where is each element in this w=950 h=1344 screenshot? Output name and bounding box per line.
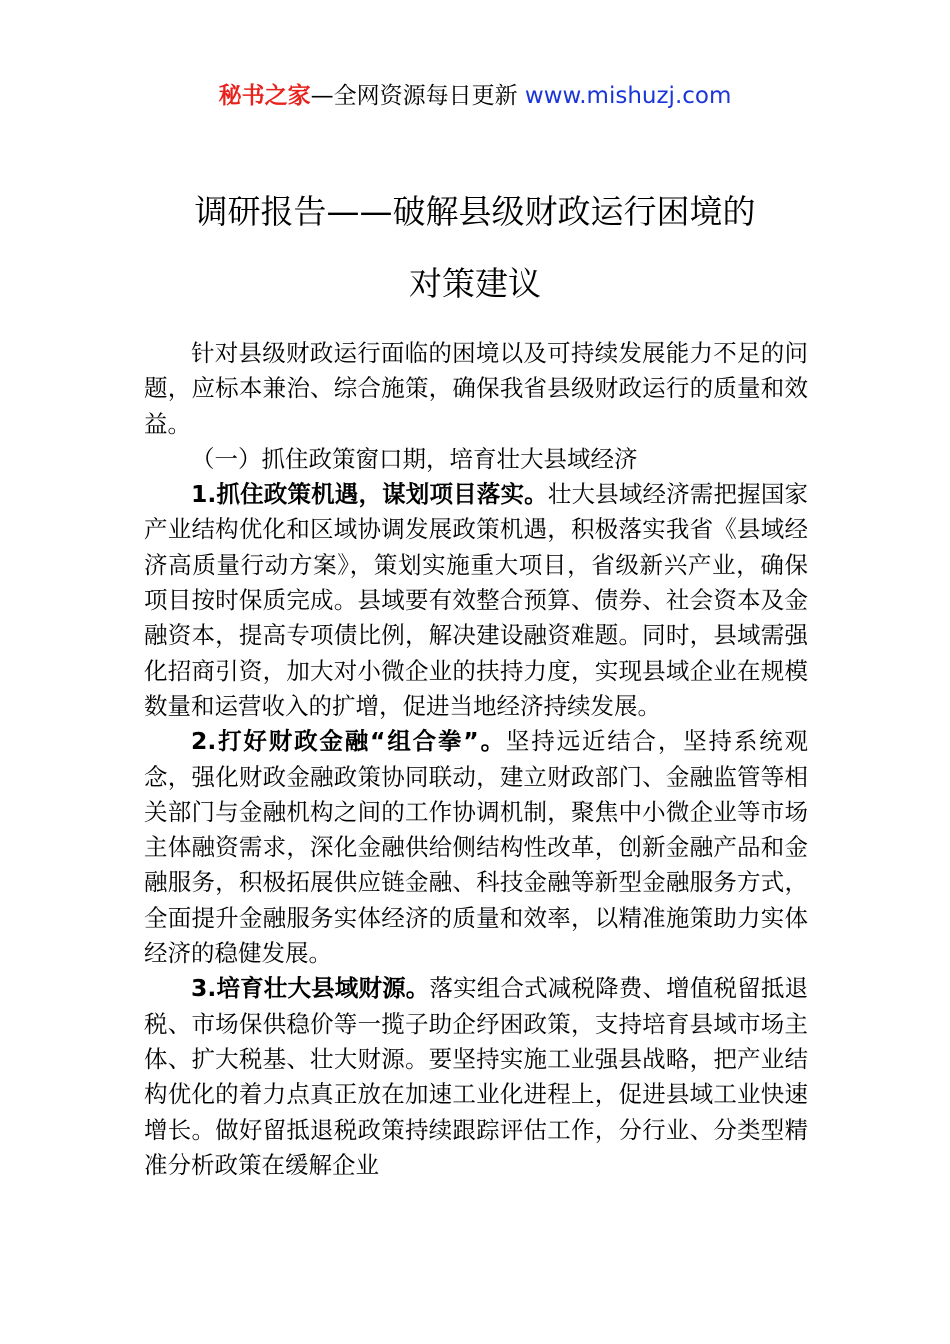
item-paragraph-2: [144, 724, 808, 971]
item-text-3: 落实组合式减税降费、增值税留抵退税、市场保供稳价等一揽子助企纾困政策，支持培育县域市场主体、扩大税基、壮大财源。要坚持实施工业强县战略，把产业结构优化的着力点真正放在加速工业化进程上，促进县域工业快速增长。做好留抵退税政策持续跟踪评估工作，分行业、分类型精准分析政策在缓解企业: [144, 974, 808, 1179]
title-line-2: 对策建议: [409, 264, 541, 303]
site-name: 秘书之家: [218, 83, 311, 109]
item-paragraph-3: [144, 971, 808, 1183]
item-lead-1: 1.抓住政策机遇，谋划项目落实。: [191, 480, 548, 509]
site-header: [0, 80, 950, 112]
item-lead-3: 3.培育壮大县域财源。: [191, 974, 430, 1003]
item-paragraph-1: [144, 477, 808, 724]
intro-paragraph: 针对县级财政运行面临的困境以及可持续发展能力不足的问题，应标本兼治、综合施策，确保我省县级财政运行的质量和效益。: [144, 339, 808, 438]
item-text-1: 壮大县域经济需把握国家产业结构优化和区域协调发展政策机遇，积极落实我省《县域经济高质量行动方案》，策划实施重大项目，省级新兴产业，确保项目按时保质完成。县域要有效整合预算、债券、社会资本及金融资本，提高专项债比例，解决建设融资难题。同时，县域需强化招商引资，加大对小微企业的扶持力度，实现县域企业在规模数量和运营收入的扩增，促进当地经济持续发展。: [144, 480, 808, 720]
site-tagline: —全网资源每日更新: [310, 83, 525, 109]
site-url-link[interactable]: www.mishuzj.com: [524, 83, 732, 109]
title-line-1: 调研报告——破解县级财政运行困境的: [194, 192, 756, 231]
document-title: [0, 176, 950, 320]
item-lead-2: 2.打好财政金融“组合拳”。: [191, 727, 506, 756]
item-text-2: 坚持远近结合，坚持系统观念，强化财政金融政策协同联动，建立财政部门、金融监管等相关部门与金融机构之间的工作协调机制，聚焦中小微企业等市场主体融资需求，深化金融供给侧结构性改革，创新金融产品和金融服务，积极拓展供应链金融、科技金融等新型金融服务方式，全面提升金融服务实体经济的质量和效率，以精准施策助力实体经济的稳健发展。: [144, 727, 809, 968]
document-body: [144, 336, 808, 1183]
section-heading: （一）抓住政策窗口期，培育壮大县域经济: [191, 444, 638, 473]
